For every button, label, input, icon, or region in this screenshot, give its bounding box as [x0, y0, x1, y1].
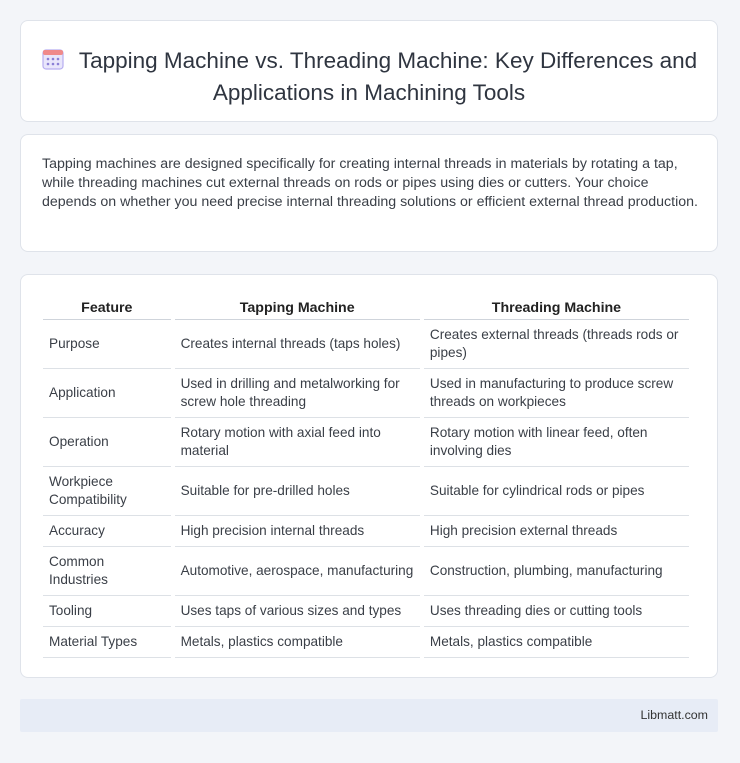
- intro-card: [20, 134, 718, 252]
- row-feature: Application: [43, 369, 171, 418]
- row-tapping-value: Metals, plastics compatible: [175, 627, 420, 658]
- table-row: [43, 418, 689, 467]
- page-title: [21, 46, 717, 107]
- title-card: [20, 20, 718, 122]
- table-row: [43, 467, 689, 516]
- row-tapping-value: Uses taps of various sizes and types: [175, 596, 420, 627]
- calendar-icon: [41, 47, 65, 78]
- row-threading-value: Metals, plastics compatible: [424, 627, 689, 658]
- intro-text: Tapping machines are designed specifically for creating internal threads in materials by rotating a tap, while threading machines cut external threads on rods or pipes using dies or cutters. Your choice depends on whether you need precise internal threading solutions or efficient external thread production.: [42, 156, 698, 210]
- row-tapping-value: Automotive, aerospace, manufacturing: [175, 547, 420, 596]
- table-row: [43, 596, 689, 627]
- row-threading-value: Suitable for cylindrical rods or pipes: [424, 467, 689, 516]
- row-tapping-value: Used in drilling and metalworking for screw hole threading: [175, 369, 420, 418]
- row-tapping-value: Rotary motion with axial feed into material: [175, 418, 420, 467]
- header-threading-machine: Threading Machine: [424, 295, 689, 320]
- row-threading-value: Rotary motion with linear feed, often involving dies: [424, 418, 689, 467]
- table-row: [43, 369, 689, 418]
- table-header-row: [43, 295, 689, 320]
- row-tapping-value: Creates internal threads (taps holes): [175, 320, 420, 369]
- table-row: [43, 516, 689, 547]
- header-tapping-machine: Tapping Machine: [175, 295, 420, 320]
- row-feature: Purpose: [43, 320, 171, 369]
- row-threading-value: Used in manufacturing to produce screw threads on workpieces: [424, 369, 689, 418]
- row-threading-value: Uses threading dies or cutting tools: [424, 596, 689, 627]
- row-feature: Tooling: [43, 596, 171, 627]
- row-feature: Operation: [43, 418, 171, 467]
- row-threading-value: Construction, plumbing, manufacturing: [424, 547, 689, 596]
- page-title-text: Tapping Machine vs. Threading Machine: Key Differences and Applications in Machining Tools: [78, 48, 698, 105]
- comparison-card: [20, 274, 718, 678]
- row-threading-value: Creates external threads (threads rods or pipes): [424, 320, 689, 369]
- row-tapping-value: High precision internal threads: [175, 516, 420, 547]
- row-feature: Common Industries: [43, 547, 171, 596]
- table-row: [43, 627, 689, 658]
- table-row: [43, 320, 689, 369]
- footer: [20, 699, 718, 732]
- row-feature: Workpiece Compatibility: [43, 467, 171, 516]
- row-tapping-value: Suitable for pre-drilled holes: [175, 467, 420, 516]
- footer-brand: Libmatt.com: [640, 708, 708, 722]
- table-row: [43, 547, 689, 596]
- row-threading-value: High precision external threads: [424, 516, 689, 547]
- row-feature: Accuracy: [43, 516, 171, 547]
- comparison-table: [39, 295, 693, 658]
- header-feature: Feature: [43, 295, 171, 320]
- row-feature: Material Types: [43, 627, 171, 658]
